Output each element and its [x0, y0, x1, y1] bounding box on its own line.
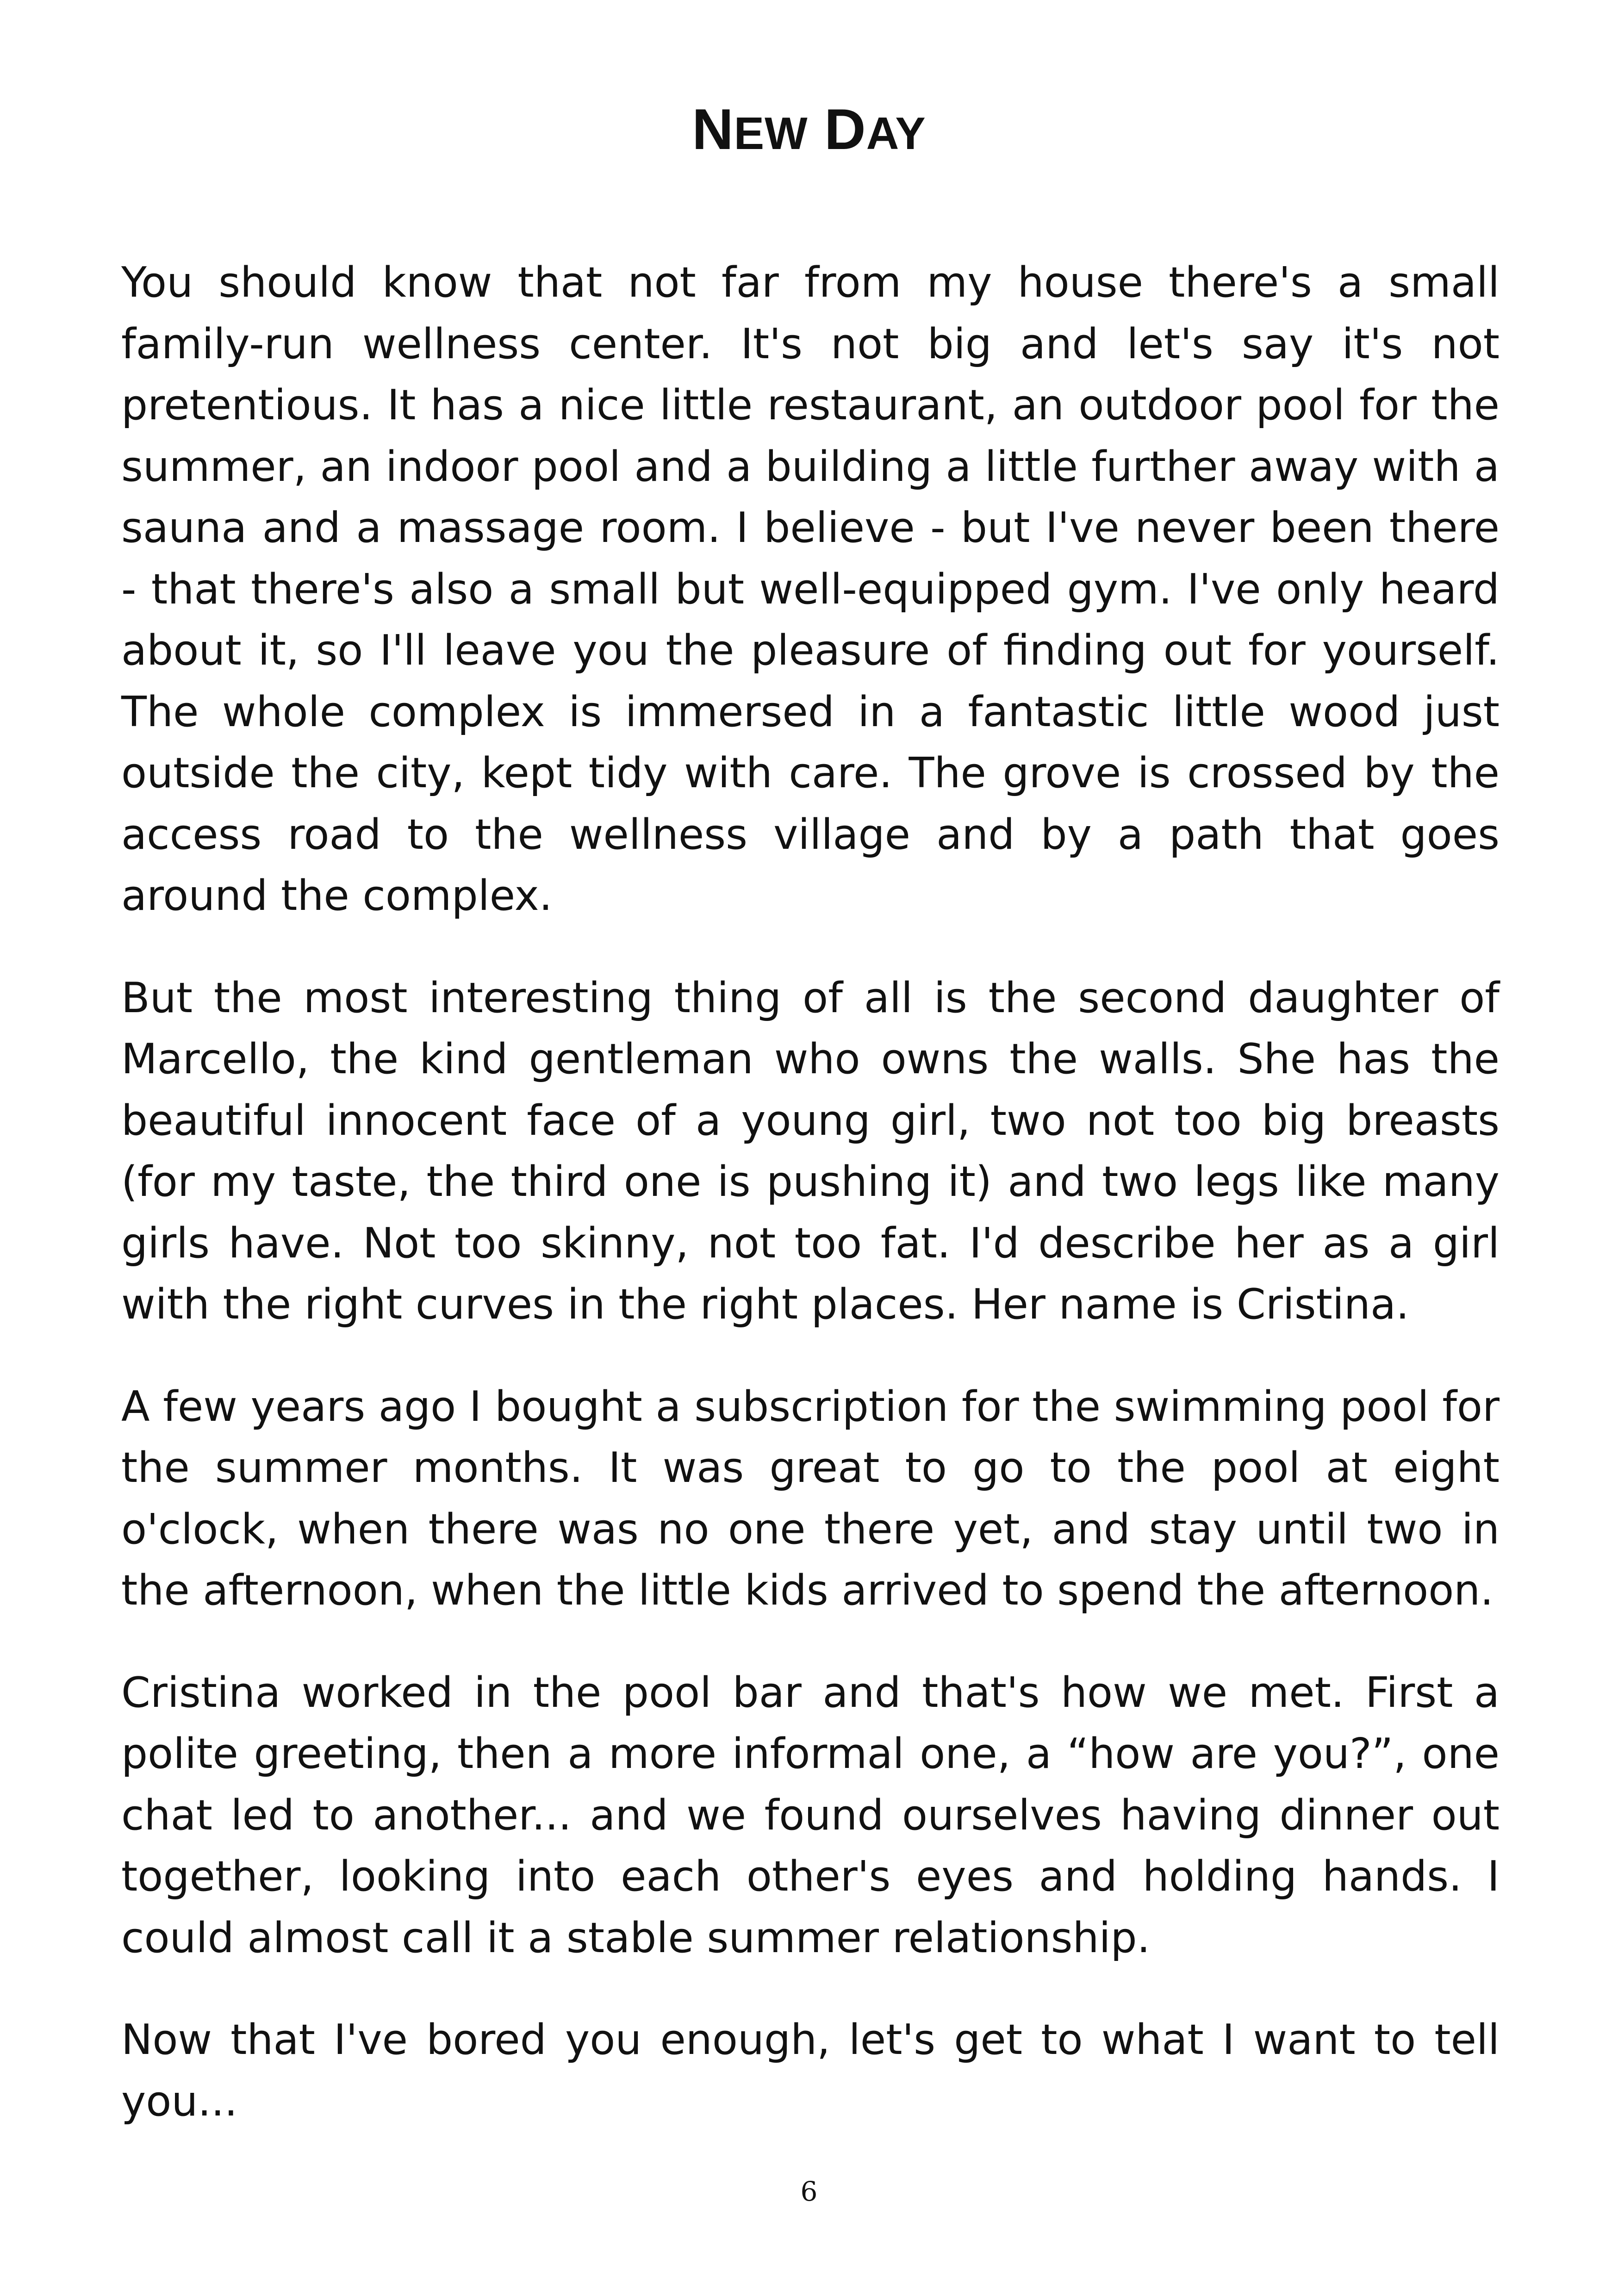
chapter-body — [121, 252, 1500, 2173]
title-initial-1: N — [692, 98, 734, 162]
chapter-title — [0, 95, 1618, 168]
paragraph-2: But the most interesting thing of all is the second daughter of Marcello, the kind gentleman who owns the walls. She has the beautiful innocent face of a young girl, two not too big breasts (for my taste, the third one is pushing it) and two legs like many girls have. Not too skinny, not too fat. I'd describe her as a girl with the right curves in the right places. Her name is Cristina. — [121, 973, 1500, 1329]
title-rest-2: AY — [866, 108, 926, 159]
title-rest-1: EW — [734, 108, 808, 159]
paragraph-5: Now that I've bored you enough, let's get to what I want to tell you... — [121, 2016, 1500, 2126]
paragraph-1: You should know that not far from my house there's a small family-run wellness center. It's not big and let's say it's not pretentious. It has a nice little restaurant, an outdoor pool for the summer, an indoor pool and a building a little further away with a sauna and a massage room. I believe - but I've never been there - that there's also a small but well-equipped gym. I've only heard about it, so I'll leave you the pleasure of finding out for yourself. The whole complex is immersed in a fantastic little wood just outside the city, kept tidy with care. The grove is crossed by the access road to the wellness village and by a path that goes around the complex. — [121, 258, 1500, 920]
page-number: 6 — [800, 2176, 818, 2207]
title-initial-2: D — [824, 98, 866, 162]
paragraph-3: A few years ago I bought a subscription for the swimming pool for the summer months. It was great to go to the pool at eight o'clock, when there was no one there yet, and stay until two in the afternoon, when the little kids arrived to spend the afternoon. — [121, 1382, 1500, 1615]
paragraph-4: Cristina worked in the pool bar and that's how we met. First a polite greeting, then a more informal one, a “how are you?”, one chat led to another... and we found ourselves having dinner out together, looking into each other's eyes and holding hands. I could almost call it a stable summer relationship. — [121, 1668, 1500, 1962]
